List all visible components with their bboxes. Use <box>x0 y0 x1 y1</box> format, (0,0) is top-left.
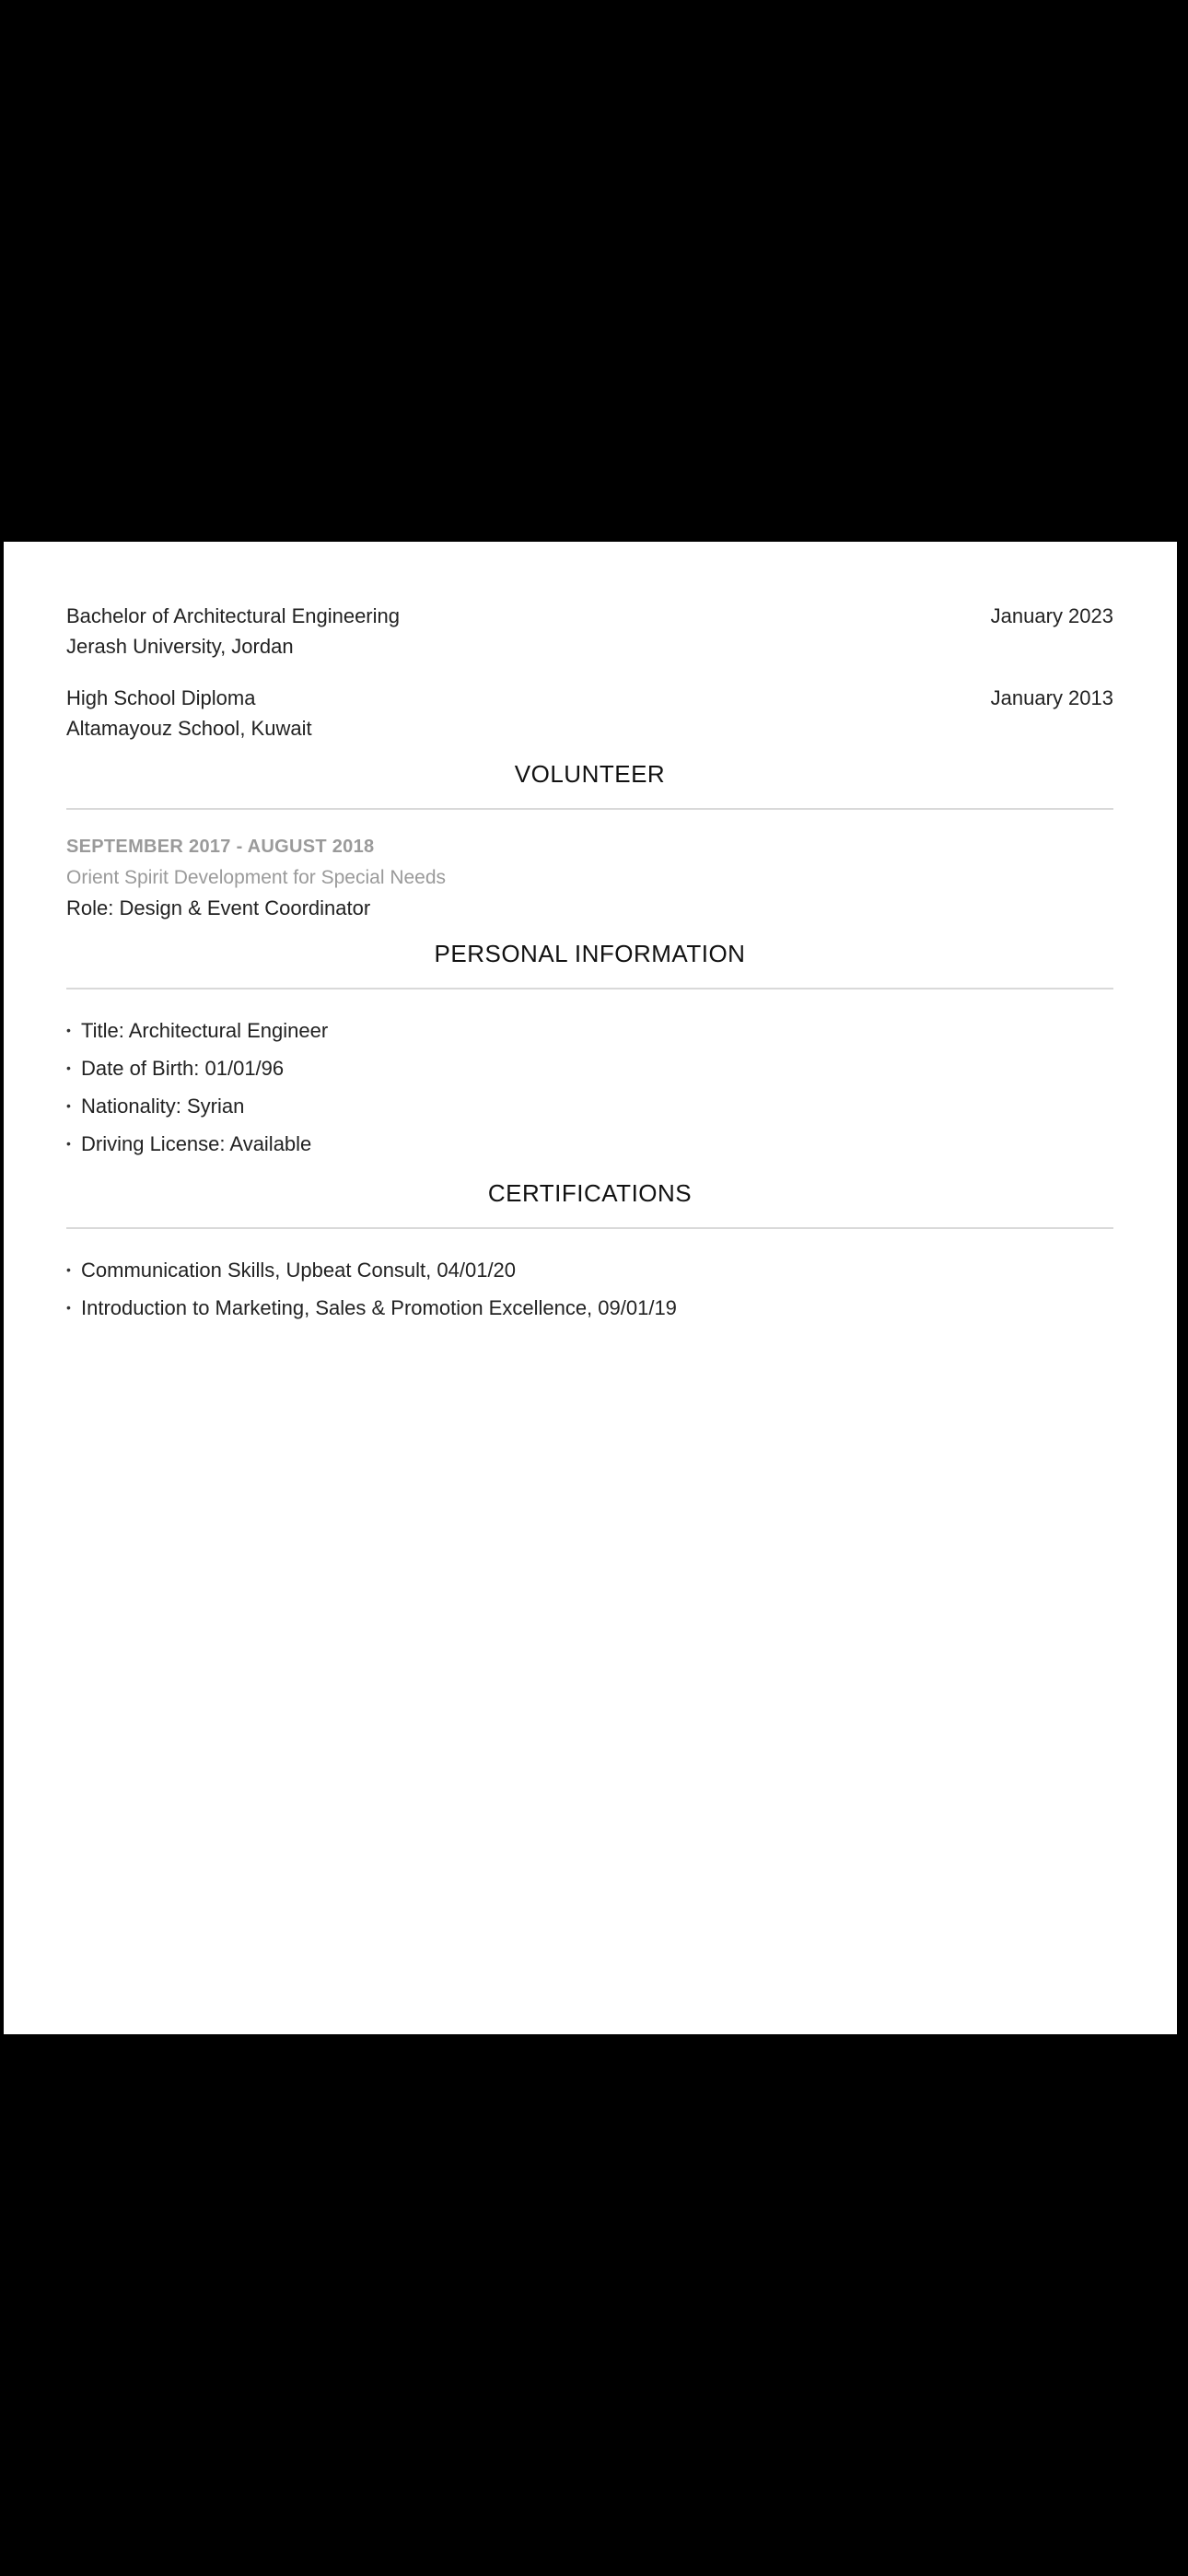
certifications-heading: CERTIFICATIONS <box>66 1177 1113 1229</box>
list-item <box>66 1049 1113 1087</box>
volunteer-entry <box>66 832 1113 923</box>
education-degree: Bachelor of Architectural Engineering <box>66 604 400 627</box>
bullet-icon: • <box>66 1136 71 1151</box>
resume-content <box>66 601 1113 1327</box>
list-item <box>66 1125 1113 1163</box>
education-date: January 2023 <box>990 604 1113 627</box>
list-item <box>66 1251 1113 1289</box>
list-item <box>66 1012 1113 1049</box>
volunteer-dates: SEPTEMBER 2017 - AUGUST 2018 <box>66 837 375 857</box>
resume-page <box>4 542 1177 2034</box>
list-item <box>66 1289 1113 1327</box>
bullet-icon: • <box>66 1023 71 1037</box>
certifications-list <box>66 1251 1113 1327</box>
volunteer-heading: VOLUNTEER <box>66 757 1113 810</box>
education-school: Jerash University, Jordan <box>66 635 294 658</box>
education-date: January 2013 <box>990 686 1113 709</box>
list-item-text: Driving License: Available <box>81 1132 312 1155</box>
personal-info-list <box>66 1012 1113 1163</box>
education-entry <box>66 683 1113 744</box>
list-item-text: Nationality: Syrian <box>81 1095 245 1118</box>
personal-info-heading: PERSONAL INFORMATION <box>66 937 1113 989</box>
bullet-icon: • <box>66 1060 71 1075</box>
bullet-icon: • <box>66 1262 71 1277</box>
bullet-icon: • <box>66 1300 71 1315</box>
list-item-text: Introduction to Marketing, Sales & Promotion Excellence, 09/01/19 <box>81 1296 677 1319</box>
education-entry <box>66 601 1113 662</box>
education-school: Altamayouz School, Kuwait <box>66 717 312 740</box>
volunteer-organization: Orient Spirit Development for Special Needs <box>66 867 447 888</box>
list-item-text: Date of Birth: 01/01/96 <box>81 1057 285 1080</box>
list-item <box>66 1087 1113 1125</box>
list-item-text: Title: Architectural Engineer <box>81 1019 329 1042</box>
list-item-text: Communication Skills, Upbeat Consult, 04/01/20 <box>81 1259 517 1282</box>
volunteer-role: Role: Design & Event Coordinator <box>66 896 371 919</box>
education-degree: High School Diploma <box>66 686 256 709</box>
bullet-icon: • <box>66 1098 71 1113</box>
